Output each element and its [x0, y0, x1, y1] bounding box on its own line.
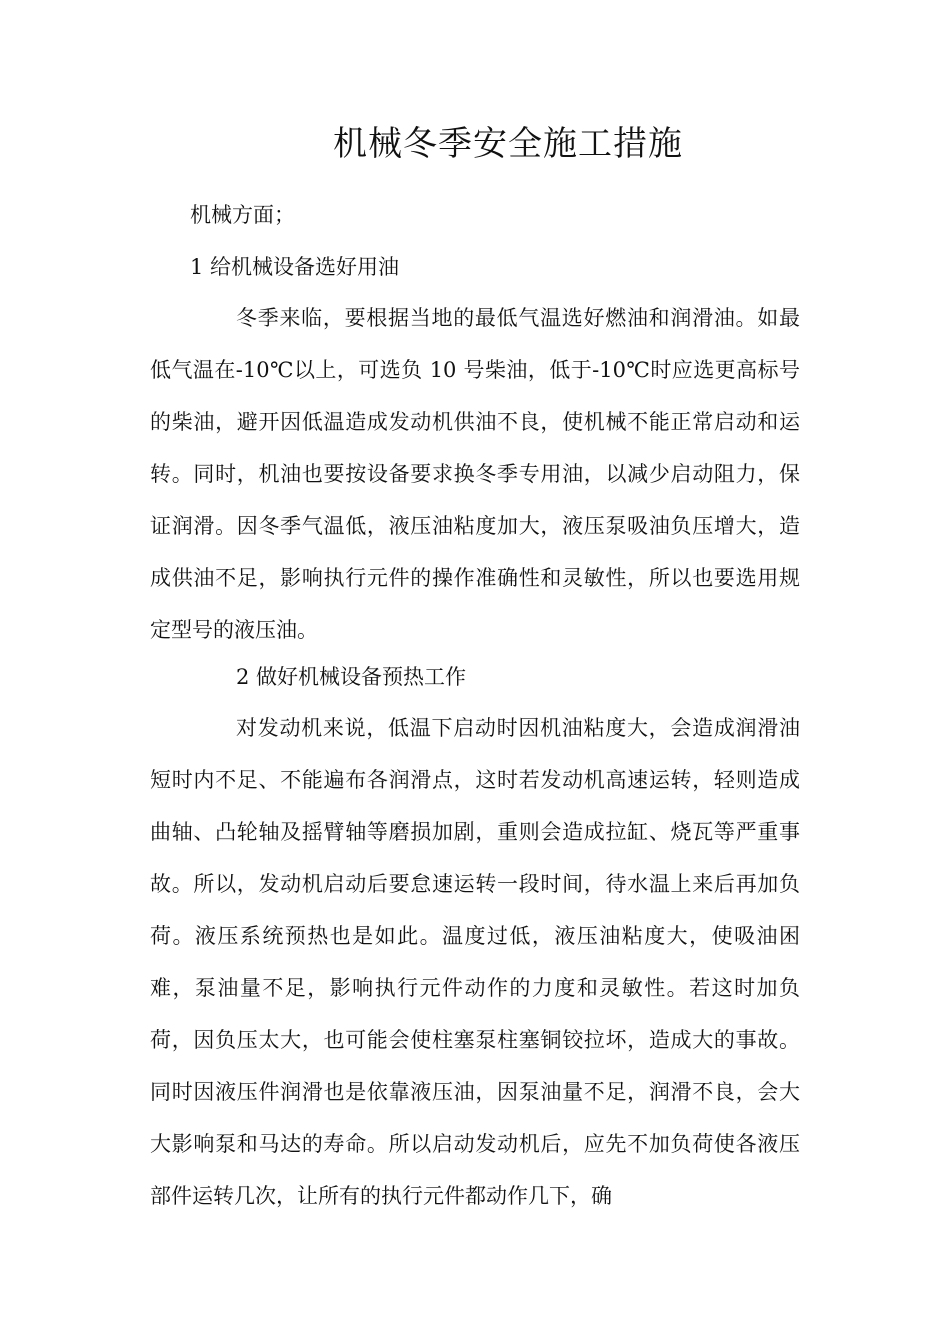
item1-body: 冬季来临，要根据当地的最低气温选好燃油和润滑油。如最低气温在-10℃以上，可选负 10 号柴油，低于-10℃时应选更高标号的柴油，避开因低温造成发动机供油不良，使机械不能正常启动和运转。同时，机油也要按设备要求换冬季专用油，以减少启动阻力，保证润滑。因冬季气温低，液压油粘度加大，液压泵吸油负压增大，造成供油不足，影响执行元件的操作准确性和灵敏性，所以也要选用规定型号的液压油。 — [150, 306, 800, 642]
item2-heading: 2 做好机械设备预热工作 — [236, 665, 467, 689]
item1-heading: 1 给机械设备选好用油 — [190, 255, 400, 279]
section-heading: 机械方面； — [190, 203, 295, 227]
item2-body: 对发动机来说，低温下启动时因机油粘度大，会造成润滑油短时内不足、不能遍布各润滑点，这时若发动机高速运转，轻则造成曲轴、凸轮轴及摇臂轴等磨损加剧，重则会造成拉缸、烧瓦等严重事故。所以，发动机启动后要怠速运转一段时间，待水温上来后再加负荷。液压系统预热也是如此。温度过低，液压油粘度大，使吸油困难，泵油量不足，影响执行元件动作的力度和灵敏性。若这时加负荷，因负压太大，也可能会使柱塞泵柱塞铜铰拉坏，造成大的事故。同时因液压件润滑也是依靠液压油，因泵油量不足，润滑不良，会大大影响泵和马达的寿命。所以启动发动机后，应先不加负荷使各液压部件运转几次，让所有的执行元件都动作几下，确 — [150, 716, 800, 1208]
document-title: 机械冬季安全施工措施 — [333, 124, 683, 164]
